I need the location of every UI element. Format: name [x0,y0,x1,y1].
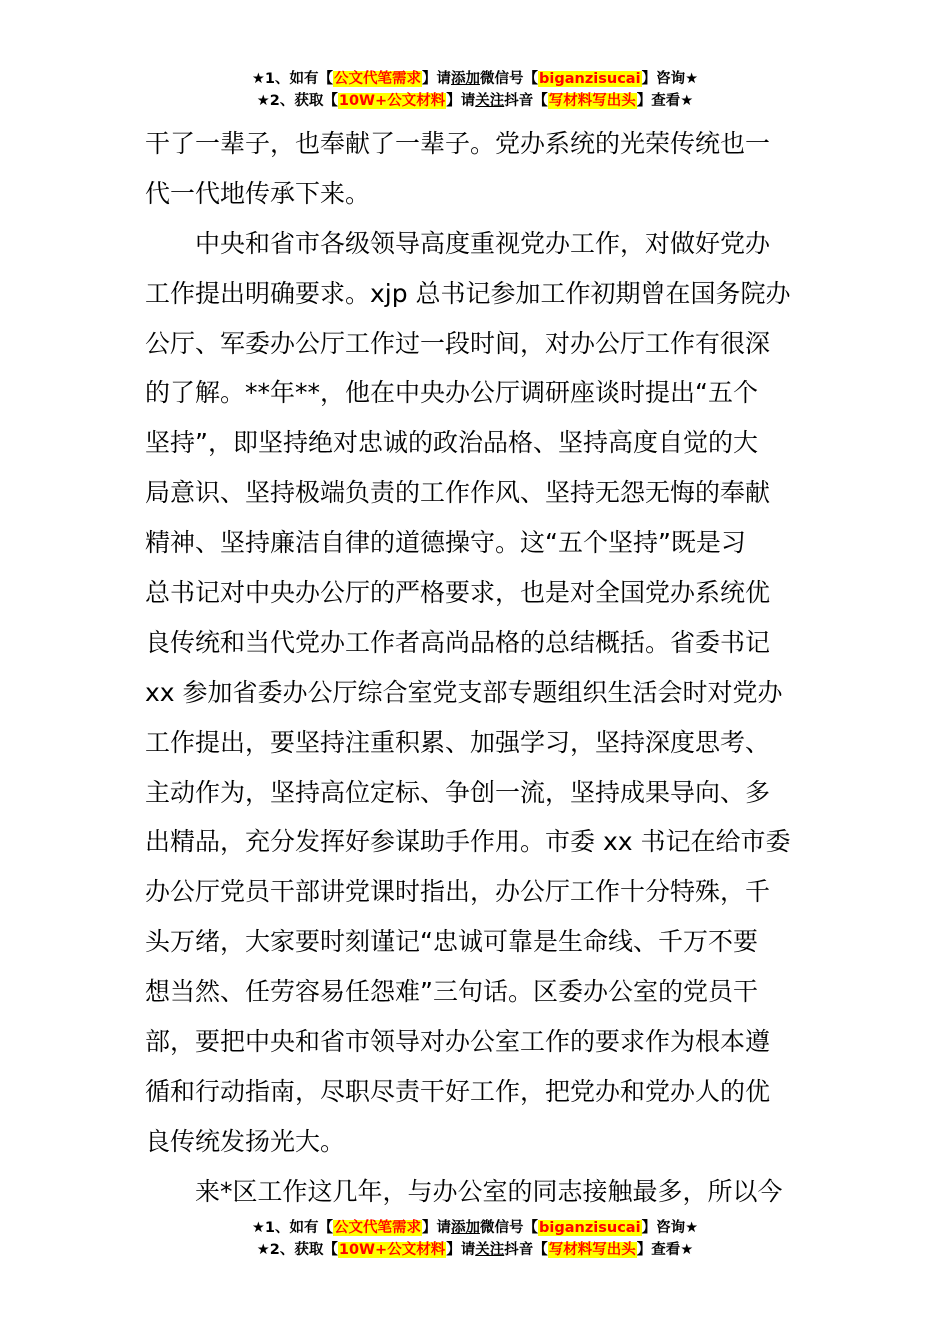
banner-text: 】咨询★ [641,1220,699,1236]
body-line: 办公厅党员干部讲党课时指出，办公厅工作十分特殊，千 [145,877,771,907]
banner-text: ★1、如有【 [251,71,334,87]
banner-text: ★2、获取【 [256,93,338,109]
highlight-douyin: 写材料写出头 [548,1242,636,1258]
body-line: 工作提出，要坚持注重积累、加强学习，坚持深度思考、 [145,727,771,757]
paragraph-start-line: 来*区工作这几年，与办公室的同志接触最多，所以今 [195,1176,783,1206]
banner-text: 微信号【 [480,1220,539,1236]
body-line: 部，要把中央和省市领导对办公室工作的要求作为根本遵 [145,1027,771,1057]
banner-text: ★2、获取【 [256,1242,338,1258]
body-line: 主动作为，坚持高位定标、争创一流，坚持成果导向、多 [145,777,771,807]
underlined-text: 关注 [475,1242,505,1258]
banner-text: 】请 [422,71,452,87]
body-line: 良传统发扬光大。 [145,1126,346,1156]
highlight-wechat-id: biganzisucai [539,1220,641,1236]
body-line: 的了解。**年**，他在中央办公厅调研座谈时提出“五个 [145,378,758,408]
body-line: xx 参加省委办公厅综合室党支部专题组织生活会时对党办 [145,677,783,707]
highlight-douyin: 写材料写出头 [548,93,636,109]
body-line: 局意识、坚持极端负责的工作作风、坚持无怨无悔的奉献 [145,478,771,508]
footer-banner [0,1217,950,1261]
underlined-text: 关注 [475,93,505,109]
underlined-text: 添加 [451,71,481,87]
body-line: 想当然、任劳容易任怨难”三句话。区委办公室的党员干 [145,977,758,1007]
highlight-service: 公文代笔需求 [334,71,422,87]
body-line: 头万绪，大家要时刻谨记“忠诚可靠是生命线、千万不要 [145,927,758,957]
banner-line-2 [0,1239,950,1261]
body-line: 总书记对中央办公厅的严格要求，也是对全国党办系统优 [145,578,771,608]
highlight-materials: 10W+公文材料 [338,93,446,109]
banner-line-1 [0,1217,950,1239]
banner-line-2 [0,90,950,112]
body-line: 出精品，充分发挥好参谋助手作用。市委 xx 书记在给市委 [145,827,791,857]
banner-text: 微信号【 [480,71,539,87]
body-line: 公厅、军委办公厅工作过一段时间，对办公厅工作有很深 [145,328,771,358]
banner-text: 抖音【 [504,1242,548,1258]
banner-line-1 [0,68,950,90]
body-line: 良传统和当代党办工作者高尚品格的总结概括。省委书记 [145,627,771,657]
banner-text: 抖音【 [504,93,548,109]
banner-text: 】查看★ [636,93,694,109]
paragraph-start-line: 中央和省市各级领导高度重视党办工作，对做好党办 [195,228,771,258]
body-line: 工作提出明确要求。xjp 总书记参加工作初期曾在国务院办 [145,278,791,308]
underlined-text: 添加 [451,1220,481,1236]
document-body [145,119,807,1217]
highlight-materials: 10W+公文材料 [338,1242,446,1258]
banner-text: ★1、如有【 [251,1220,334,1236]
banner-text: 】请 [446,1242,476,1258]
banner-text: 】咨询★ [641,71,699,87]
body-line: 坚持”，即坚持绝对忠诚的政治品格、坚持高度自觉的大 [145,428,758,458]
banner-text: 】查看★ [636,1242,694,1258]
highlight-service: 公文代笔需求 [334,1220,422,1236]
body-line: 代一代地传承下来。 [145,178,371,208]
body-line: 精神、坚持廉洁自律的道德操守。这“五个坚持”既是习 [145,528,746,558]
highlight-wechat-id: biganzisucai [539,71,641,87]
banner-text: 】请 [446,93,476,109]
body-line: 循和行动指南，尽职尽责干好工作，把党办和党办人的优 [145,1076,771,1106]
header-banner [0,68,950,112]
banner-text: 】请 [422,1220,452,1236]
body-line: 干了一辈子，也奉献了一辈子。党办系统的光荣传统也一 [145,129,771,158]
